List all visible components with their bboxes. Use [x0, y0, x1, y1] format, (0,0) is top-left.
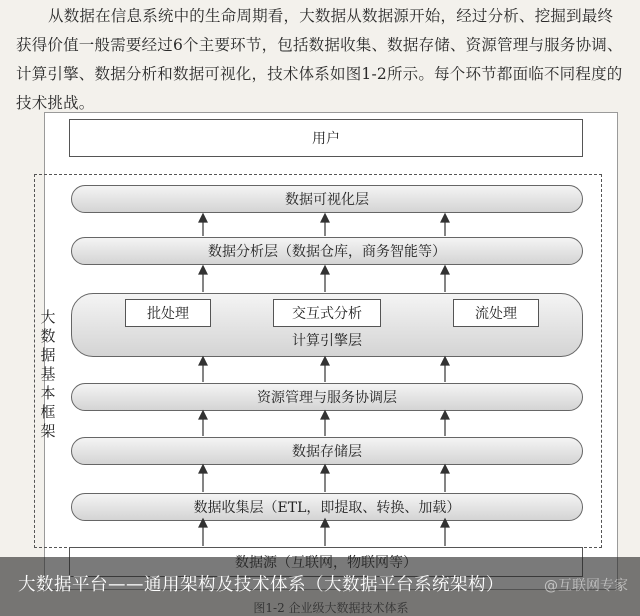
analysis-layer: 数据分析层（数据仓库，商务智能等）	[71, 237, 583, 265]
intro-paragraph: 从数据在信息系统中的生命周期看，大数据从数据源开始，经过分析、挖掘到最终获得价值一般需要经过6个主要环节，包括数据收集、数据存储、资源管理与服务协调、计算引擎、数据分析和数据可视化，技术体系如图1-2所示。每个环节都面临不同程度的技术挑战。	[16, 7, 623, 112]
flow-arrows	[45, 113, 617, 589]
batch-processing-box: 批处理	[125, 299, 211, 327]
interactive-analysis-box: 交互式分析	[273, 299, 381, 327]
resource-coordination-layer: 资源管理与服务协调层	[71, 383, 583, 411]
user-box: 用户	[69, 119, 583, 157]
collection-layer: 数据收集层（ETL，即提取、转换、加载）	[71, 493, 583, 521]
title-banner	[0, 557, 640, 616]
storage-layer: 数据存储层	[71, 437, 583, 465]
compute-engine-label: 计算引擎层	[292, 333, 362, 349]
architecture-diagram	[40, 112, 618, 590]
watermark: @互联网专家	[544, 578, 628, 594]
framework-label: 大 数 据 基 本 框 架	[40, 308, 56, 440]
banner-title: 大数据平台——通用架构及技术体系（大数据平台系统架构）	[18, 575, 504, 595]
stream-processing-box: 流处理	[453, 299, 539, 327]
visualization-layer: 数据可视化层	[71, 185, 583, 213]
